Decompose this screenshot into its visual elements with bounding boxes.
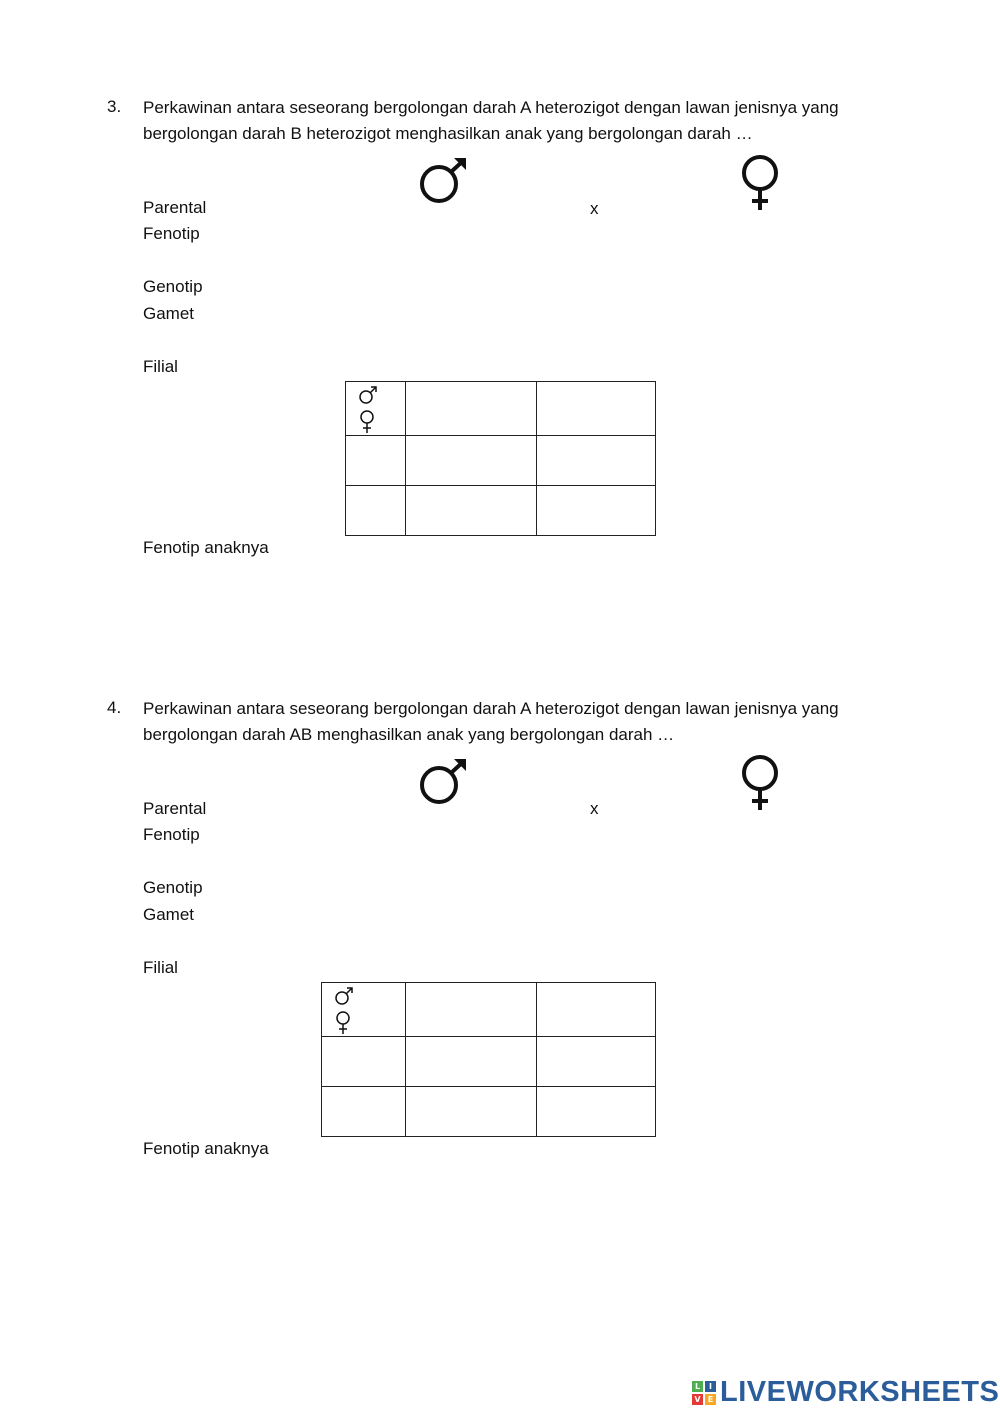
logo-text: LIVEWORKSHEETS: [720, 1376, 1000, 1408]
punnett-cell[interactable]: [322, 1087, 406, 1137]
male-symbol-icon: [418, 156, 470, 206]
female-symbol-icon: [738, 754, 782, 812]
punnett-cell[interactable]: [346, 486, 406, 536]
label-gamet: Gamet: [143, 304, 195, 323]
question-text-line-1: Perkawinan antara seseorang bergolongan darah A heterozigot dengan lawan jenisnya yang: [143, 98, 839, 117]
question-text: [143, 95, 903, 147]
logo-letter: I: [705, 1381, 716, 1392]
punnett-cell[interactable]: [537, 382, 656, 436]
logo-letter: L: [692, 1381, 703, 1392]
question-text-line-2: bergolongan darah AB menghasilkan anak yang bergolongan darah …: [143, 725, 675, 744]
label-fenotip-anak: Fenotip anaknya: [143, 538, 269, 557]
punnett-cell[interactable]: [346, 436, 406, 486]
punnett-cell[interactable]: [537, 983, 656, 1037]
punnett-cell[interactable]: [537, 1087, 656, 1137]
liveworksheets-logo: [692, 1376, 999, 1409]
punnett-cell[interactable]: [406, 486, 537, 536]
cross-symbol: x: [590, 199, 599, 218]
label-filial: Filial: [143, 357, 178, 376]
male-symbol-icon: [358, 385, 378, 405]
punnett-cell[interactable]: [406, 436, 537, 486]
cross-symbol: x: [590, 799, 599, 818]
punnett-cell[interactable]: [406, 382, 537, 436]
punnett-cell[interactable]: [406, 983, 537, 1037]
male-symbol-icon: [334, 986, 354, 1006]
question-number: 4.: [107, 698, 122, 717]
punnett-cell[interactable]: [537, 486, 656, 536]
question-text: [143, 696, 903, 748]
label-parental: Parental: [143, 799, 207, 818]
label-genotip: Genotip: [143, 878, 203, 897]
female-symbol-icon: [335, 1011, 351, 1035]
label-genotip: Genotip: [143, 277, 203, 296]
label-fenotip: Fenotip: [143, 825, 200, 844]
logo-mark-icon: [692, 1381, 716, 1405]
question-text-line-2: bergolongan darah B heterozigot menghasilkan anak yang bergolongan darah …: [143, 124, 753, 143]
label-fenotip-anak: Fenotip anaknya: [143, 1139, 269, 1158]
punnett-square: [345, 381, 656, 536]
punnett-cell[interactable]: [537, 1037, 656, 1087]
female-symbol-icon: [359, 410, 375, 434]
label-fenotip: Fenotip: [143, 224, 200, 243]
label-filial: Filial: [143, 958, 178, 977]
logo-letter: E: [705, 1394, 716, 1405]
question-number: 3.: [107, 97, 122, 116]
label-gamet: Gamet: [143, 905, 195, 924]
punnett-cell[interactable]: [322, 1037, 406, 1087]
female-symbol-icon: [738, 154, 782, 212]
punnett-square: [321, 982, 656, 1137]
label-parental: Parental: [143, 198, 207, 217]
punnett-corner-cell: [346, 382, 406, 436]
logo-letter: V: [692, 1394, 703, 1405]
question-text-line-1: Perkawinan antara seseorang bergolongan darah A heterozigot dengan lawan jenisnya yang: [143, 699, 839, 718]
male-symbol-icon: [418, 757, 470, 807]
punnett-cell[interactable]: [537, 436, 656, 486]
punnett-corner-cell: [322, 983, 406, 1037]
punnett-cell[interactable]: [406, 1087, 537, 1137]
punnett-cell[interactable]: [406, 1037, 537, 1087]
